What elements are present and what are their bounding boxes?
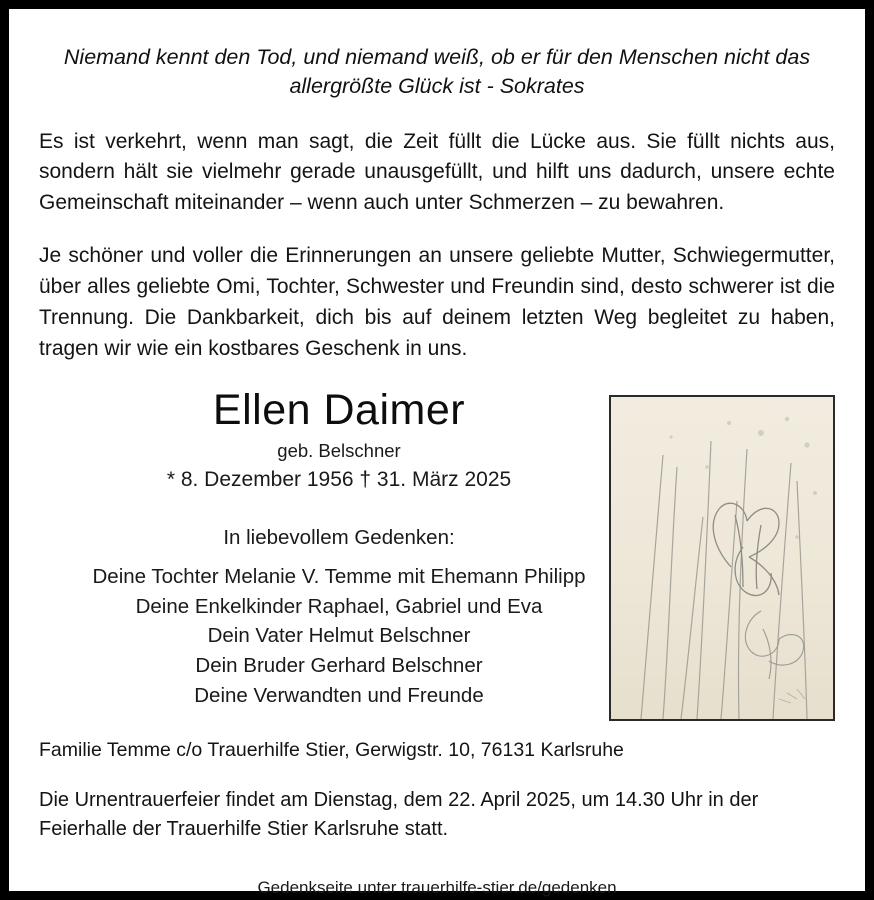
list-item: Deine Enkelkinder Raphael, Gabriel und Eva [135,594,543,618]
epitaph-quote: Niemand kennt den Tod, und niemand weiß, ob er für den Menschen nicht das allergrößte Glück ist - Sokrates [63,45,811,98]
list-item: Deine Tochter Melanie V. Temme mit Ehemann Philipp [92,564,586,588]
flower-drawing-image [609,395,835,721]
memorial-paragraph-1: Es ist verkehrt, wenn man sagt, die Zeit füllt die Lücke aus. Sie füllt nichts aus, sondern hält sie vielmehr gerade unausgefüllt, und hilft uns dadurch, unsere echte Gemeinschaft miteinander – wenn auch unter Schmerzen – zu bewahren. [39,129,835,215]
deceased-name: Ellen Daimer [212,385,466,434]
ceremony-details: Die Urnentrauerfeier findet am Dienstag, dem 22. April 2025, um 14.30 Uhr in der Feierhalle der Trauerhilfe Stier Karlsruhe statt. [39,788,759,840]
list-item: Deine Verwandten und Freunde [194,683,484,707]
names-area [39,387,639,711]
contact-address: Familie Temme c/o Trauerhilfe Stier, Gerwigstr. 10, 76131 Karlsruhe [39,738,624,761]
memoriam-heading: In liebevollem Gedenken: [223,525,455,549]
list-item: Dein Vater Helmut Belschner [207,624,471,648]
list-item: Dein Bruder Gerhard Belschner [195,654,483,678]
memorial-paragraph-2: Je schöner und voller die Erinnerungen an unsere geliebte Mutter, Schwiegermutter, über alles geliebte Omi, Tochter, Schwester und Freundin sind, desto schwerer ist die Trennung. Die Dankbarkeit, dich bis auf deinem letzten Weg begleitet zu haben, tragen wir wie ein kostbares Geschenk in uns. [39,244,835,360]
tribute-block [39,387,835,711]
birth-death-dates: * 8. Dezember 1956 † 31. März 2025 [166,467,512,491]
maiden-name: geb. Belschner [277,439,401,461]
memorial-page-link[interactable]: Gedenkseite unter trauerhilfe-stier.de/gedenken [257,877,617,897]
